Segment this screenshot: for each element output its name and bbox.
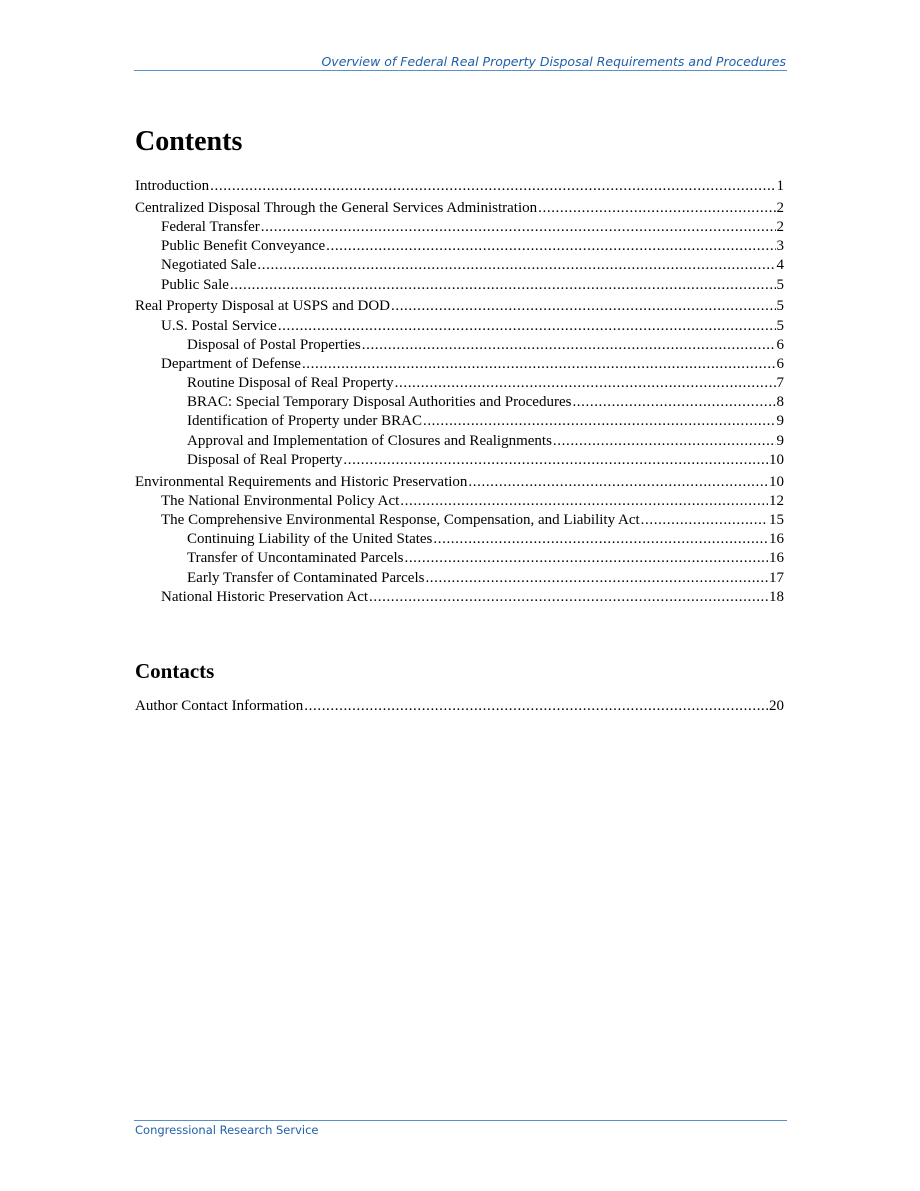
toc-entry-title: Identification of Property under BRAC — [187, 413, 422, 430]
toc-entry[interactable] — [135, 473, 784, 492]
toc-dot-leader — [423, 412, 776, 431]
toc-entry-page: 16 — [769, 550, 784, 567]
toc-entry-page: 18 — [769, 588, 784, 605]
toc-entry[interactable] — [135, 549, 784, 568]
toc-dot-leader — [326, 237, 775, 256]
toc-dot-leader — [468, 473, 768, 492]
toc-entry-title: Public Benefit Conveyance — [161, 238, 326, 255]
toc-entry[interactable] — [135, 297, 784, 316]
toc-entry-page: 15 — [769, 511, 784, 528]
toc-dot-leader — [261, 218, 776, 237]
toc-dot-leader — [362, 336, 776, 355]
toc-entry[interactable] — [135, 588, 784, 607]
toc-entry[interactable] — [135, 492, 784, 511]
toc-entry[interactable] — [135, 451, 784, 470]
toc-dot-leader — [302, 355, 776, 374]
toc-entry-page: 9 — [776, 413, 784, 430]
toc-entry-title: Early Transfer of Contaminated Parcels — [187, 569, 425, 586]
toc-entry[interactable] — [135, 569, 784, 588]
toc-dot-leader — [400, 492, 768, 511]
toc-dot-leader — [257, 256, 775, 275]
toc-entry[interactable] — [135, 511, 784, 530]
toc-entry-title: Routine Disposal of Real Property — [187, 375, 394, 392]
toc-entry-title: BRAC: Special Temporary Disposal Authorities and Procedures — [187, 394, 572, 411]
toc-entry[interactable] — [135, 199, 784, 218]
toc-entry[interactable] — [135, 530, 784, 549]
toc-entry[interactable] — [135, 355, 784, 374]
toc-dot-leader — [369, 588, 768, 607]
toc-entry[interactable] — [135, 393, 784, 412]
toc-entry-title: Introduction — [135, 178, 210, 194]
toc-entry-page: 2 — [776, 199, 784, 216]
toc-entry-page: 5 — [776, 317, 784, 334]
footer-rule — [134, 1120, 787, 1121]
toc-entry-title: Approval and Implementation of Closures and Realignments — [187, 432, 552, 449]
toc-entry-page: 8 — [776, 394, 784, 411]
toc-entry[interactable] — [135, 218, 784, 237]
toc-entry[interactable] — [135, 374, 784, 393]
toc-entry-title: Environmental Requirements and Historic Preservation — [135, 473, 468, 490]
toc-entry-title: National Historic Preservation Act — [161, 588, 369, 605]
toc-entry-page: 6 — [776, 355, 784, 372]
toc-entry[interactable] — [135, 237, 784, 256]
toc-entry-title: Negotiated Sale — [161, 257, 257, 274]
toc-entry-page: 2 — [776, 218, 784, 235]
toc-entry-page: 7 — [776, 375, 784, 392]
toc-entry[interactable] — [135, 432, 784, 451]
toc-entry-title: Public Sale — [161, 276, 229, 293]
toc-dot-leader — [404, 549, 768, 568]
toc-entry-page: 5 — [776, 276, 784, 293]
toc-entry-page: 12 — [769, 492, 784, 509]
table-of-contents — [135, 177, 784, 607]
toc-entry-title: The National Environmental Policy Act — [161, 492, 400, 509]
header-rule — [134, 70, 787, 71]
running-header-title: Overview of Federal Real Property Disposal Requirements and Procedures — [321, 54, 786, 69]
toc-entry-title: Centralized Disposal Through the General Services Administration — [135, 199, 538, 216]
toc-entry-title: Transfer of Uncontaminated Parcels — [187, 550, 404, 567]
toc-dot-leader — [553, 432, 776, 451]
toc-dot-leader — [278, 317, 776, 336]
toc-entry-title: Author Contact Information — [135, 698, 304, 714]
toc-entry-page: 6 — [776, 336, 784, 353]
toc-entry-title: Department of Defense — [161, 355, 301, 372]
toc-entry-title: Real Property Disposal at USPS and DOD — [135, 298, 390, 315]
toc-dot-leader — [425, 569, 768, 588]
toc-entry-page: 9 — [776, 432, 784, 449]
toc-entry-page: 3 — [776, 238, 784, 255]
toc-entry-title: The Comprehensive Environmental Response, Compensation, and Liability Act — [161, 511, 640, 528]
toc-dot-leader — [230, 276, 776, 295]
toc-entry[interactable] — [135, 336, 784, 355]
toc-entry-page: 16 — [769, 531, 784, 548]
toc-dot-leader — [433, 530, 768, 549]
toc-entry-title: Disposal of Real Property — [187, 451, 343, 468]
toc-entry-page: 10 — [769, 451, 784, 468]
toc-entry-page: 4 — [776, 257, 784, 274]
toc-entry-page: 10 — [769, 473, 784, 490]
footer-publisher: Congressional Research Service — [135, 1123, 319, 1137]
toc-entry[interactable] — [135, 256, 784, 275]
toc-entry-title: Continuing Liability of the United States — [187, 531, 433, 548]
toc-entry[interactable] — [135, 177, 784, 196]
toc-entry[interactable] — [135, 276, 784, 295]
toc-dot-leader — [391, 297, 776, 316]
toc-entry[interactable] — [135, 697, 784, 716]
contacts-heading: Contacts — [135, 659, 215, 683]
contents-heading: Contents — [135, 126, 243, 157]
toc-entry-page: 20 — [769, 698, 784, 714]
toc-dot-leader — [538, 199, 775, 218]
toc-entry-title: Federal Transfer — [161, 218, 260, 235]
toc-dot-leader — [395, 374, 776, 393]
toc-dot-leader — [641, 511, 768, 530]
toc-entry-page: 17 — [769, 569, 784, 586]
toc-entry-page: 1 — [776, 178, 784, 194]
toc-entry-title: Disposal of Postal Properties — [187, 336, 361, 353]
toc-entry[interactable] — [135, 317, 784, 336]
toc-dot-leader — [210, 177, 775, 196]
toc-dot-leader — [304, 697, 768, 716]
contacts-list — [135, 697, 784, 716]
toc-entry[interactable] — [135, 412, 784, 431]
toc-entry-page: 5 — [776, 298, 784, 315]
toc-entry-title: U.S. Postal Service — [161, 317, 277, 334]
toc-dot-leader — [343, 451, 768, 470]
toc-dot-leader — [572, 393, 775, 412]
